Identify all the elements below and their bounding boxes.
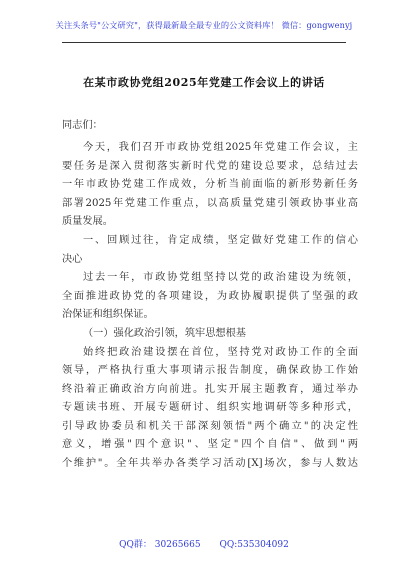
- body-line: 始终把政治建设摆在首位，坚持党对政协工作的全面: [83, 346, 358, 358]
- body-line: 引导政协委员和机关干部深刻领悟"两个确立"的决定性: [62, 420, 358, 432]
- salutation: 同志们：: [62, 120, 103, 131]
- footer-qq-group: QQ群： 30265665: [119, 540, 201, 550]
- body-line: 意义，增强"四个意识"、坚定"四个自信"、做到"两: [62, 439, 358, 451]
- section-heading-cont: 决心: [62, 253, 83, 265]
- header-divider: [62, 42, 346, 43]
- body-line: 今天，我们召开市政协党组2025年党建工作会议，主: [83, 141, 358, 153]
- body-line: 个维护"。全年共举办各类学习活动[X]场次，参与人数达: [62, 458, 358, 470]
- document-body: [62, 117, 358, 474]
- body-line: 全面推进政协党的各项建设，为政协履职提供了坚强的政: [62, 290, 358, 302]
- body-line: 过去一年，市政协党组坚持以党的政治建设为统领，: [83, 272, 358, 284]
- document-title: 在某市政协党组2025年党建工作会议上的讲话: [83, 76, 325, 89]
- body-line: 要任务是深入贯彻落实新时代党的建设总要求，总结过去: [62, 160, 358, 172]
- section-heading: 一、回顾过往，肯定成绩，坚定做好党建工作的信心: [83, 234, 358, 246]
- subsection-heading: （一）强化政治引领，筑牢思想根基: [83, 327, 246, 339]
- footer-contact: [0, 537, 408, 550]
- body-line: 一年市政协党建工作成效，分析当前面临的新形势新任务: [62, 179, 358, 191]
- body-line: 部署2025年党建工作重点，以高质量党建引领政协事业高: [62, 197, 358, 209]
- body-line: 终沿着正确政治方向前进。扎实开展主题教育，通过举办: [62, 383, 358, 395]
- footer-qq: QQ:535304092: [219, 540, 289, 550]
- body-line: 专题读书班、开展专题研讨、组织实地调研等多种形式，: [62, 402, 358, 414]
- body-line: 质量发展。: [62, 216, 113, 228]
- body-line: 治保证和组织保证。: [62, 309, 154, 321]
- header-banner: 关注头条号"公文研究"，获得最新最全最专业的公文资料库！ 微信：gongwenyj: [55, 20, 353, 30]
- body-line: 领导，严格执行重大事项请示报告制度，确保政协工作始: [62, 365, 358, 377]
